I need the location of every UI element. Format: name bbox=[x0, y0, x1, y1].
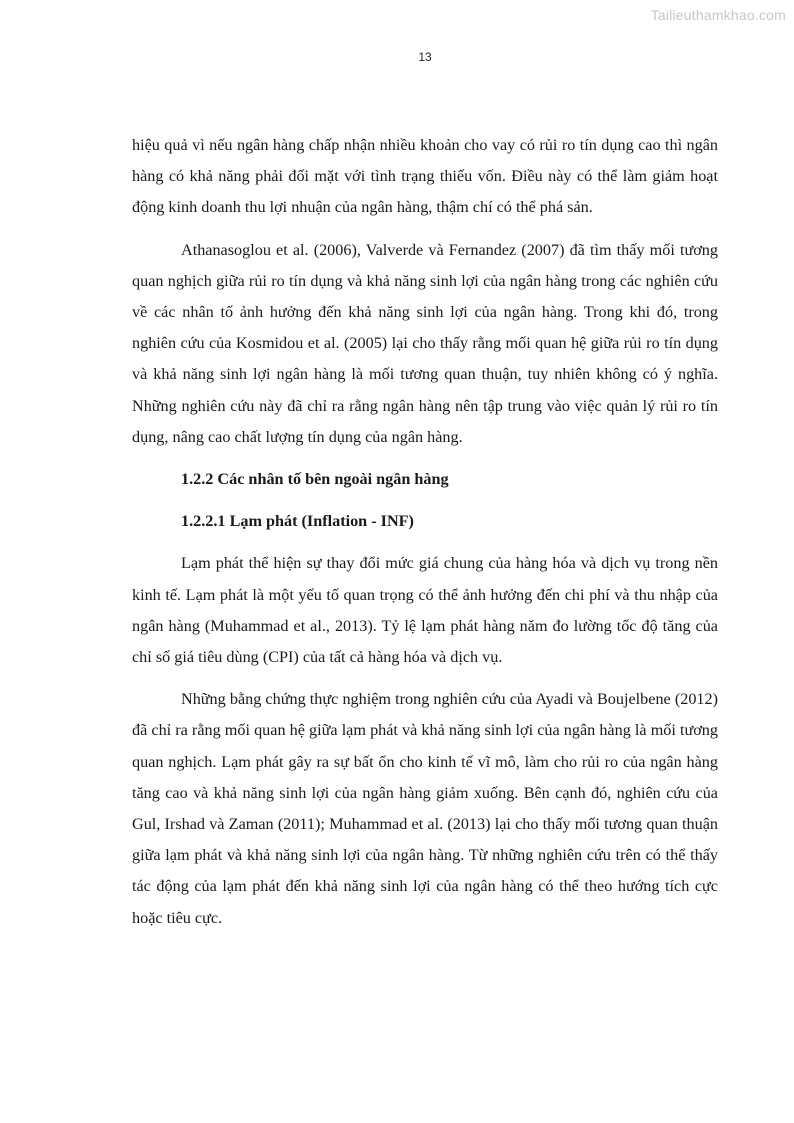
paragraph-continuation: hiệu quả vì nếu ngân hàng chấp nhận nhiều khoản cho vay có rủi ro tín dụng cao thì ngân hàng có khả năng phải đối mặt với tình trạng thiếu vốn. Điều này có thể làm giảm hoạt động kinh doanh thu lợi nhuận của ngân hàng, thậm chí có thể phá sản. bbox=[132, 136, 718, 217]
section-heading: 1.2.2 Các nhân tố bên ngoài ngân hàng bbox=[181, 470, 449, 489]
watermark: Tailieuthamkhao.com bbox=[650, 7, 786, 23]
page-number: 13 bbox=[418, 50, 432, 64]
paragraph-inflation-definition: Lạm phát thể hiện sự thay đổi mức giá chung của hàng hóa và dịch vụ trong nền kinh tế. Lạm phát là một yếu tố quan trọng có thể ảnh hưởng đến chi phí và thu nhập của ngân hàng (Muhammad et al., 2013). Tỷ lệ lạm phát hàng năm đo lường tốc độ tăng của chỉ số giá tiêu dùng (CPI) của tất cả hàng hóa và dịch vụ. bbox=[132, 554, 718, 667]
paragraph-inflation-evidence: Những bằng chứng thực nghiệm trong nghiên cứu của Ayadi và Boujelbene (2012) đã chỉ ra rằng mối quan hệ giữa lạm phát và khả năng sinh lợi của ngân hàng là mối tương quan nghịch. Lạm phát gây ra sự bất ổn cho kinh tế vĩ mô, làm cho rủi ro của ngân hàng tăng cao và khả năng sinh lợi của ngân hàng giảm xuống. Bên cạnh đó, nghiên cứu của Gul, Irshad và Zaman (2011); Muhammad et al. (2013) lại cho thấy mối tương quan thuận giữa lạm phát và khả năng sinh lợi của ngân hàng. Từ những nghiên cứu trên có thể thấy tác động của lạm phát đến khả năng sinh lợi của ngân hàng có thể theo hướng tích cực hoặc tiêu cực. bbox=[132, 690, 718, 927]
paragraph-credit-risk: Athanasoglou et al. (2006), Valverde và Fernandez (2007) đã tìm thấy mối tương quan nghịch giữa rủi ro tín dụng và khả năng sinh lợi của ngân hàng trong các nghiên cứu về các nhân tố ảnh hưởng đến khả năng sinh lợi của ngân hàng. Trong khi đó, trong nghiên cứu của Kosmidou et al. (2005) lại cho thấy rằng mối quan hệ giữa rủi ro tín dụng và khả năng sinh lợi ngân hàng là mối tương quan thuận, tuy nhiên không có ý nghĩa. Những nghiên cứu này đã chỉ ra rằng ngân hàng nên tập trung vào việc quản lý rủi ro tín dụng, nâng cao chất lượng tín dụng của ngân hàng. bbox=[132, 240, 718, 446]
subsection-heading: 1.2.2.1 Lạm phát (Inflation - INF) bbox=[181, 512, 414, 531]
document-body bbox=[132, 130, 718, 945]
